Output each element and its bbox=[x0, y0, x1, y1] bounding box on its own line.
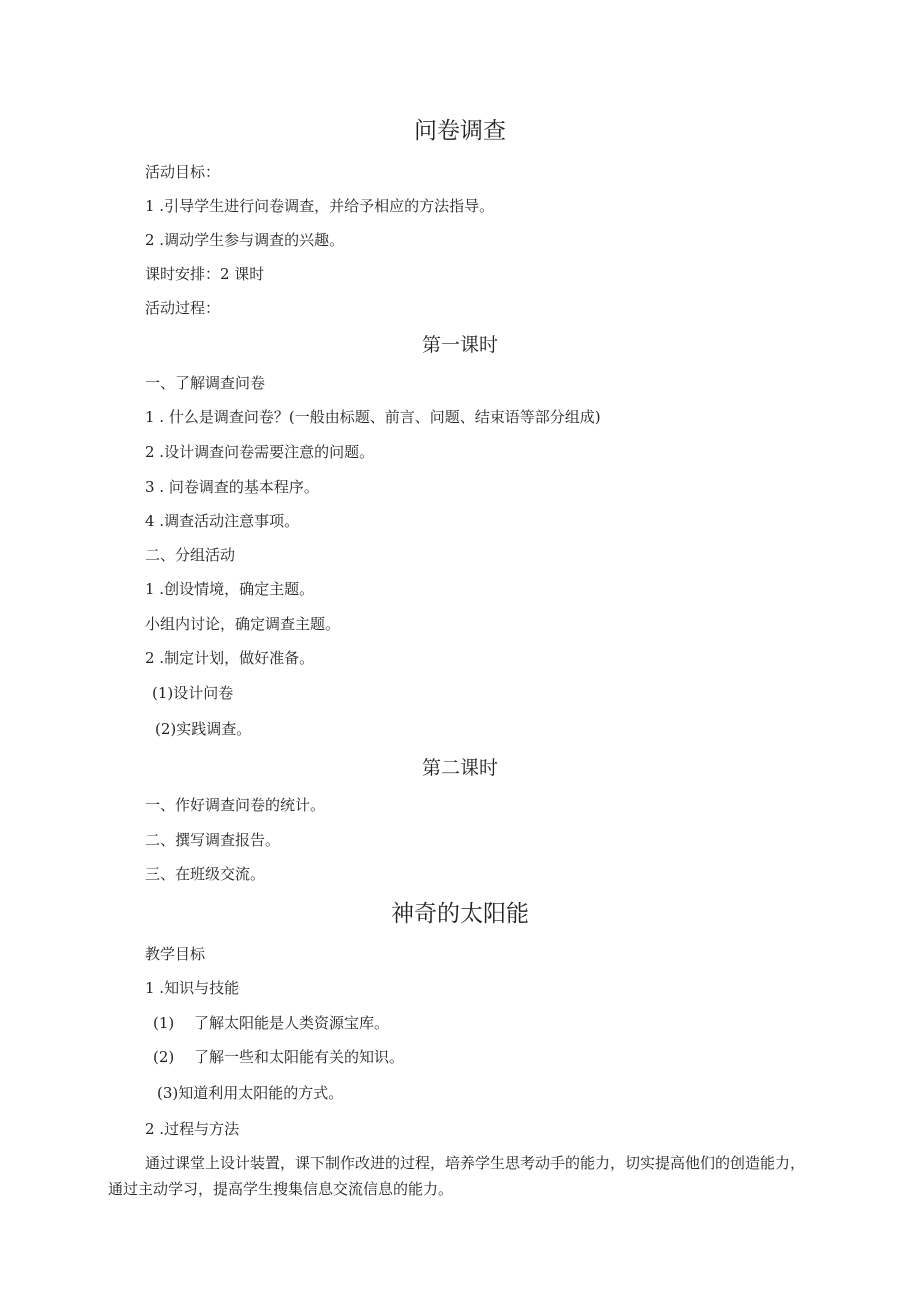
activity-goal-heading: 活动目标： bbox=[145, 163, 221, 181]
teaching-goal-1: 1 .知识与技能 bbox=[145, 979, 240, 997]
lesson-1-part-1-heading: 一、了解调查问卷 bbox=[145, 374, 266, 392]
lesson-2-item-2: 二、撰写调查报告。 bbox=[145, 831, 281, 849]
section-title-solar: 神奇的太阳能 bbox=[391, 901, 529, 927]
lesson-1-step-1-detail: 小组内讨论，确定调查主题。 bbox=[145, 615, 341, 633]
lesson-schedule: 课时安排：2 课时 bbox=[145, 265, 265, 283]
section-title-survey: 问卷调查 bbox=[414, 118, 506, 144]
lesson-1-step-2: 2 .制定计划，做好准备。 bbox=[145, 649, 315, 667]
lesson-1-item-1: 1 . 什么是调查问卷？(一般由标题、前言、问题、结束语等部分组成) bbox=[145, 408, 601, 426]
activity-goal-2: 2 .调动学生参与调查的兴趣。 bbox=[145, 231, 345, 249]
lesson-2-item-3: 三、在班级交流。 bbox=[145, 865, 266, 883]
lesson-1-sub-2: (2)实践调查。 bbox=[155, 720, 252, 738]
lesson-1-part-2-heading: 二、分组活动 bbox=[145, 546, 236, 564]
lesson-1-item-2: 2 .设计调查问卷需要注意的问题。 bbox=[145, 443, 375, 461]
teaching-goal-1-sub-1: (1) 了解太阳能是人类资源宝库。 bbox=[153, 1014, 390, 1032]
teaching-goal-2: 2 .过程与方法 bbox=[145, 1120, 240, 1138]
lesson-1-step-1: 1 .创设情境，确定主题。 bbox=[145, 580, 315, 598]
lesson-1-item-4: 4 .调查活动注意事项。 bbox=[145, 512, 300, 530]
lesson-2-title: 第二课时 bbox=[421, 757, 498, 779]
activity-process-heading: 活动过程： bbox=[145, 299, 221, 317]
lesson-1-title: 第一课时 bbox=[421, 334, 498, 356]
lesson-1-item-3: 3 . 问卷调查的基本程序。 bbox=[145, 478, 319, 496]
teaching-goal-heading: 教学目标 bbox=[145, 945, 206, 963]
activity-goal-1: 1 .引导学生进行问卷调查，并给予相应的方法指导。 bbox=[145, 197, 495, 215]
lesson-1-sub-1: (1)设计问卷 bbox=[152, 684, 234, 702]
process-method-paragraph: 通过课堂上设计装置，课下制作改进的过程，培养学生思考动手的能力，切实提高他们的创造能力，通过主动学习，提高学生搜集信息交流信息的能力。 bbox=[108, 1154, 806, 1198]
teaching-goal-1-sub-3: (3)知道利用太阳能的方式。 bbox=[157, 1084, 344, 1102]
lesson-2-item-1: 一、作好调查问卷的统计。 bbox=[145, 796, 326, 814]
teaching-goal-1-sub-2: (2) 了解一些和太阳能有关的知识。 bbox=[153, 1048, 405, 1066]
